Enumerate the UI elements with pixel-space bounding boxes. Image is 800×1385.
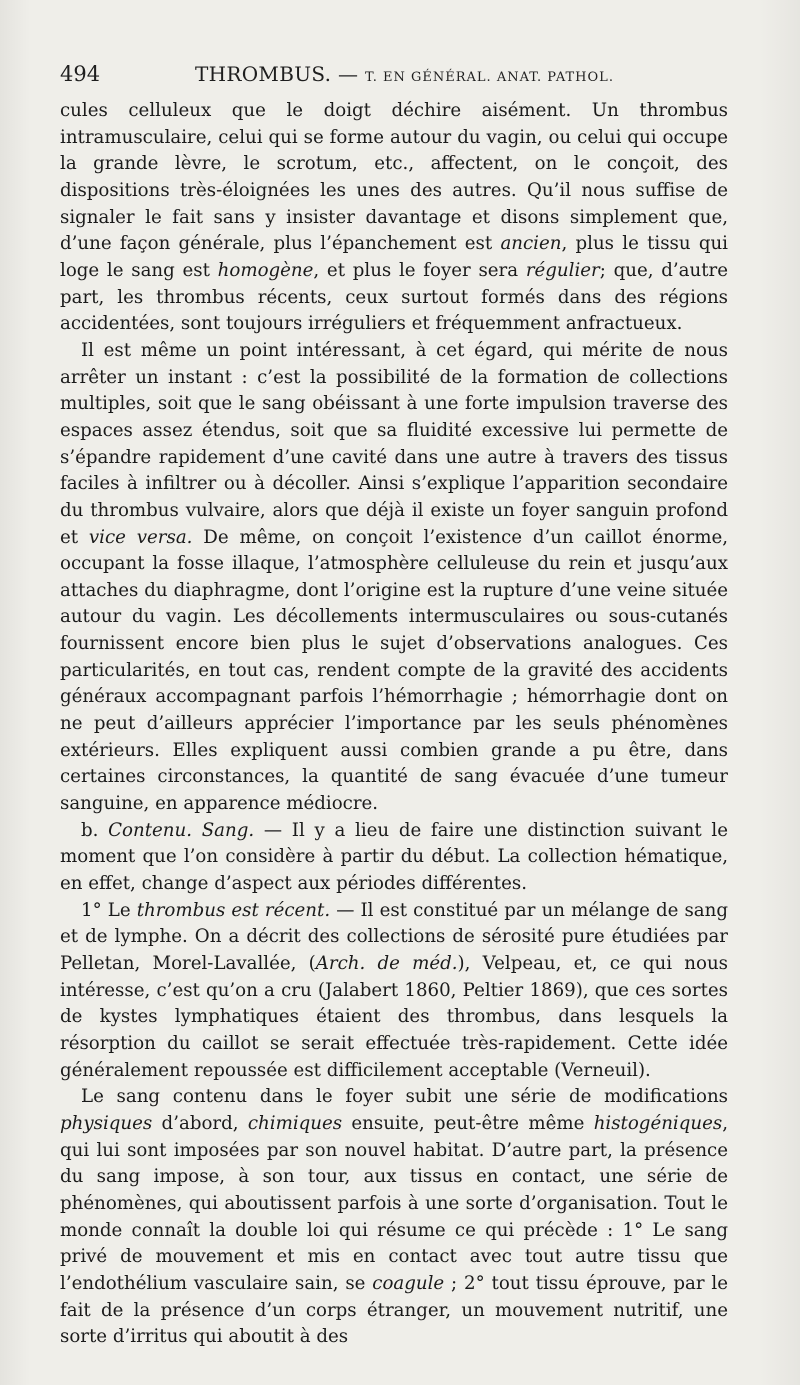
- italic-text: Arch. de méd.: [315, 953, 458, 974]
- text-run: ; 2° tout tissu éprouve, par le fait de la présence d’un corps étranger, un mouvement nutritif, une sorte d’irritus qui aboutit à des: [60, 1272, 728, 1348]
- italic-text: chimiques: [247, 1112, 343, 1134]
- text-run: Le sang contenu dans le foyer subit une série de modifications: [81, 1086, 728, 1108]
- paragraph: [60, 338, 728, 818]
- text-run: ensuite, peut-être même: [342, 1112, 594, 1134]
- paragraph: [60, 898, 728, 1085]
- paragraph: [60, 98, 728, 338]
- italic-text: homogène: [217, 259, 314, 281]
- text-run: — Il y a lieu de faire une distinction suivant le moment que l’on considère à partir du début. La collection hématique, en effet, change d’aspect aux périodes différentes.: [60, 819, 728, 895]
- italic-text: ancien: [500, 233, 562, 255]
- text-run: De même, on conçoit l’existence d’un caillot énorme, occupant la fosse illaque, l’atmosphère celluleuse du rein et jusqu’aux attaches du diaphragme, dont l’origine est la rupture d’une veine située autour du vagin. Les décollements intermusculaires ou sous-cutanés fournissent encore bien plus le sujet d’observations analogues. Ces particularités, en tout cas, rendent compte de la gravité des accidents généraux accompagnant parfois l’hémorrhagie ; hémorrhagie dont on ne peut d’ailleurs apprécier l’importance par les seuls phénomènes extérieurs. Elles expliquent aussi combien grande a pu être, dans certaines circonstances, la quantité de sang évacuée d’une tumeur sanguine, en apparence médiocre.: [60, 526, 728, 815]
- running-subtitle: T. EN GÉNÉRAL. ANAT. PATHOL.: [364, 70, 614, 85]
- body-text: [60, 98, 728, 1351]
- italic-text: thrombus est récent.: [136, 899, 331, 921]
- italic-text: régulier: [525, 259, 600, 281]
- text-run: 1° Le: [81, 899, 137, 921]
- text-run: b.: [81, 819, 109, 841]
- text-run: cules celluleux que le doigt déchire aisément. Un thrombus intramusculaire, celui qui se forme autour du vagin, ou celui qui occupe la grande lèvre, le scrotum, etc., affectent, on le conçoit, des dispositions très-éloignées les unes des autres. Qu’il nous suffise de signaler le fait sans y insister davantage et disons simplement que, d’une façon générale, plus l’épanchement est: [60, 100, 728, 255]
- text-run: ; que, d’autre part, les thrombus récents, ceux surtout formés dans des régions accidentées, sont toujours irréguliers et fréquemment anfractueux.: [60, 259, 728, 335]
- text-run: Il est même un point intéressant, à cet égard, qui mérite de nous arrêter un instant : c’est la possibilité de la formation de collections multiples, soit que le sang obéissant à une forte impulsion traverse des espaces assez étendus, soit que sa fluidité excessive lui permette de s’épandre rapidement d’une cavité dans une autre à travers des tissus faciles à infiltrer ou à décoller. Ainsi s’explique l’apparition secondaire du thrombus vulvaire, alors que déjà il existe un foyer sanguin profond et: [60, 339, 728, 548]
- text-run: d’abord,: [152, 1112, 248, 1134]
- page-number: 494: [60, 62, 101, 86]
- paragraph: [60, 818, 728, 898]
- paragraph: [60, 1084, 728, 1351]
- title-dash: —: [338, 62, 359, 86]
- text-run: , plus le tissu qui loge le sang est: [60, 233, 728, 281]
- text-run: ), Velpeau, et, ce qui nous intéresse, c’est qu’on a cru (Jalabert 1860, Peltier 1869), que ces sortes de kystes lymphatiques étaient des thrombus, dans lesquels la résorption du caillot se serait effectuée très-rapidement. Cette idée généralement repoussée est difficilement acceptable (Verneuil).: [60, 953, 728, 1081]
- italic-text: vice versa.: [88, 526, 193, 548]
- text-run: , qui lui sont imposées par son nouvel habitat. D’autre part, la présence du sang impose, à son tour, aux tissus en contact, une série de phénomènes, qui aboutissent parfois à une sorte d’organisation. Tout le monde connaît la double loi qui résume ce qui précède : 1° Le sang privé de mouvement et mis en contact avec tout autre tissu que l’endothélium vasculaire sain, se: [60, 1112, 728, 1294]
- italic-text: physiques: [60, 1112, 153, 1134]
- running-header: [60, 58, 728, 94]
- running-title-main: THROMBUS.: [195, 62, 332, 86]
- running-title: [195, 62, 614, 86]
- italic-text: Contenu. Sang.: [108, 819, 255, 841]
- italic-text: histogéniques: [593, 1112, 723, 1134]
- italic-text: coagule: [372, 1272, 445, 1294]
- text-run: — Il est constitué par un mélange de sang et de lymphe. On a décrit des collections de sérosité pure étudiées par Pelletan, Morel-Lavallée, (: [60, 899, 729, 974]
- text-run: , et plus le foyer sera: [313, 259, 526, 281]
